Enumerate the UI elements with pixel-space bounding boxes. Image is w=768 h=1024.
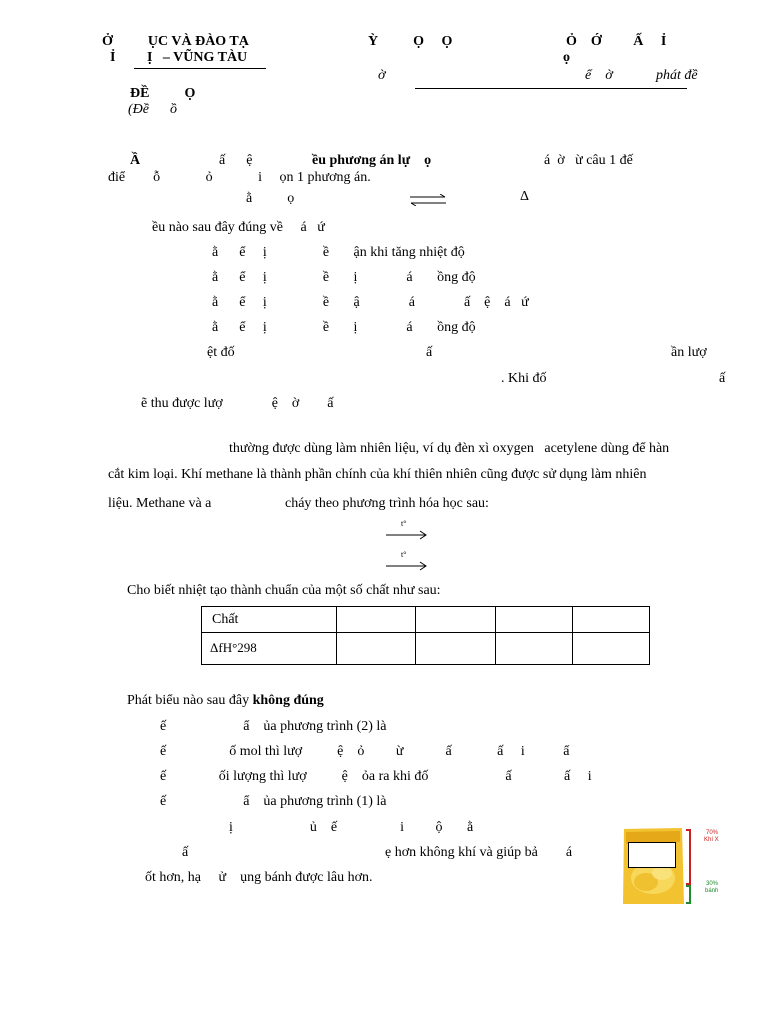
reaction1-temp-label: t° [401, 519, 407, 528]
equilibrium-arrow-icon [408, 194, 448, 206]
reaction2-temp-label: t° [401, 550, 407, 559]
table-header-cell [202, 607, 337, 633]
q1-option-c: ằ ể ị ề ậ á ấ ệ á ứ [212, 295, 529, 310]
header-left-line1: Ở ỤC VÀ ĐÀO TẠ [102, 34, 249, 49]
table-cell [337, 633, 416, 665]
table-cell [496, 633, 573, 665]
table-cell [416, 607, 496, 633]
q3-false-statement-intro [127, 693, 324, 709]
chips-percent-label: 30% [706, 881, 719, 887]
part1-heading-bold: ều phương án lự ọ [312, 153, 432, 168]
q1-stem: ều nào sau đây đúng về á ứ [152, 220, 325, 235]
part1-line3: ằ ọ [246, 191, 295, 206]
part1-heading-c: á ờ ừ câu 1 đế [544, 153, 633, 168]
exam-title: ĐỀ Ọ [130, 86, 196, 101]
table-header-label: Chất [212, 611, 239, 627]
q3-para-line3a: liệu. Methane và a [108, 496, 212, 511]
q2-line2a: . Khi đố [501, 371, 547, 386]
q4-line3: ốt hơn, hạ ử ụng bánh được lâu hơn. [145, 870, 373, 885]
header-right-line1: Ỏ Ớ Ấ Ỉ [566, 34, 667, 49]
reaction2-arrow-icon [385, 561, 429, 571]
table-row-label-cell [202, 633, 337, 665]
q2-line2b: ấ [719, 371, 726, 386]
table-cell [496, 607, 573, 633]
q3-false-intro-text: Phát biểu nào sau đây [127, 693, 253, 708]
chips-bag-image [620, 826, 724, 906]
table-cell [573, 633, 650, 665]
gas-percent-label: 70% [706, 830, 719, 836]
part1-heading-b: ấ ệ [219, 153, 253, 168]
q4-line2a: ấ [182, 845, 189, 860]
enthalpy-symbol: ΔfH°298 [210, 640, 257, 655]
header-left-line2: Ỉ Ị – VŨNG TÀU [110, 50, 248, 65]
header-right-line3b: ể ờ [585, 68, 613, 83]
q4-line1: ị ủ ế i ộ ằ [229, 820, 474, 835]
header-right-line2: ọ [563, 50, 570, 65]
header-right-underline [415, 88, 687, 89]
q3-option-b: ế ố mol thì lượ ệ ỏ ừ ấ ấ i ẩ [160, 744, 570, 759]
q3-para-line3b: cháy theo phương trình hóa học sau: [285, 496, 489, 511]
q2-line1b: ấ [426, 345, 433, 360]
gas-name-label: Khí X [704, 837, 719, 843]
header-right-line3a: ờ [378, 68, 386, 83]
chips-name-label: bánh [705, 888, 719, 894]
table-cell [573, 607, 650, 633]
q2-line1c: ần lượ [671, 345, 707, 360]
q2-line3: ẽ thu được lượ ệ ờ ấ [141, 396, 334, 411]
q2-line1a: ệt đố [207, 345, 235, 360]
delta-symbol: Δ [520, 189, 530, 204]
table-cell [337, 607, 416, 633]
table-row [202, 607, 650, 633]
enthalpy-table [201, 606, 650, 665]
q1-option-d: ằ ể ị ề ị á ồng độ [212, 320, 476, 335]
label-box [628, 842, 676, 868]
header-center-line1: Ỳ Ọ Ọ [368, 34, 453, 49]
part1-instruction: điể ỗ ỏ i ọn 1 phương án. [108, 170, 371, 185]
q3-para-line1: thường được dùng làm nhiên liệu, ví dụ đèn xì oxygen acetylene dùng để hàn [229, 441, 670, 456]
header-right-line3c: phát đề [656, 68, 698, 83]
reaction1-arrow-icon [385, 530, 429, 540]
q3-option-c: ế ối lượng thì lượ ệ ỏa ra khi đố ấ ấ i [160, 769, 592, 784]
q3-option-a: ế ẩ ủa phương trình (2) là [160, 719, 387, 734]
table-cell [416, 633, 496, 665]
header-left-underline [134, 68, 266, 69]
q1-option-a: ằ ể ị ề ận khi tăng nhiệt độ [212, 245, 465, 260]
table-row [202, 633, 650, 665]
part1-heading-a: Ầ [130, 153, 141, 168]
exam-subtitle: (Đề ồ [128, 102, 177, 117]
q4-line2b: ẹ hơn không khí và giúp bả á [385, 845, 573, 860]
q3-option-d: ế ẩ ủa phương trình (1) là [160, 794, 387, 809]
q3-false-intro-bold: không đúng [252, 693, 324, 708]
table-intro: Cho biết nhiệt tạo thành chuẩn của một số chất như sau: [127, 583, 441, 598]
q3-para-line2: cắt kim loại. Khí methane là thành phần chính của khí thiên nhiên cũng được sử dụng làm nhiên [108, 467, 647, 482]
q1-option-b: ằ ể ị ề ị á ồng độ [212, 270, 476, 285]
